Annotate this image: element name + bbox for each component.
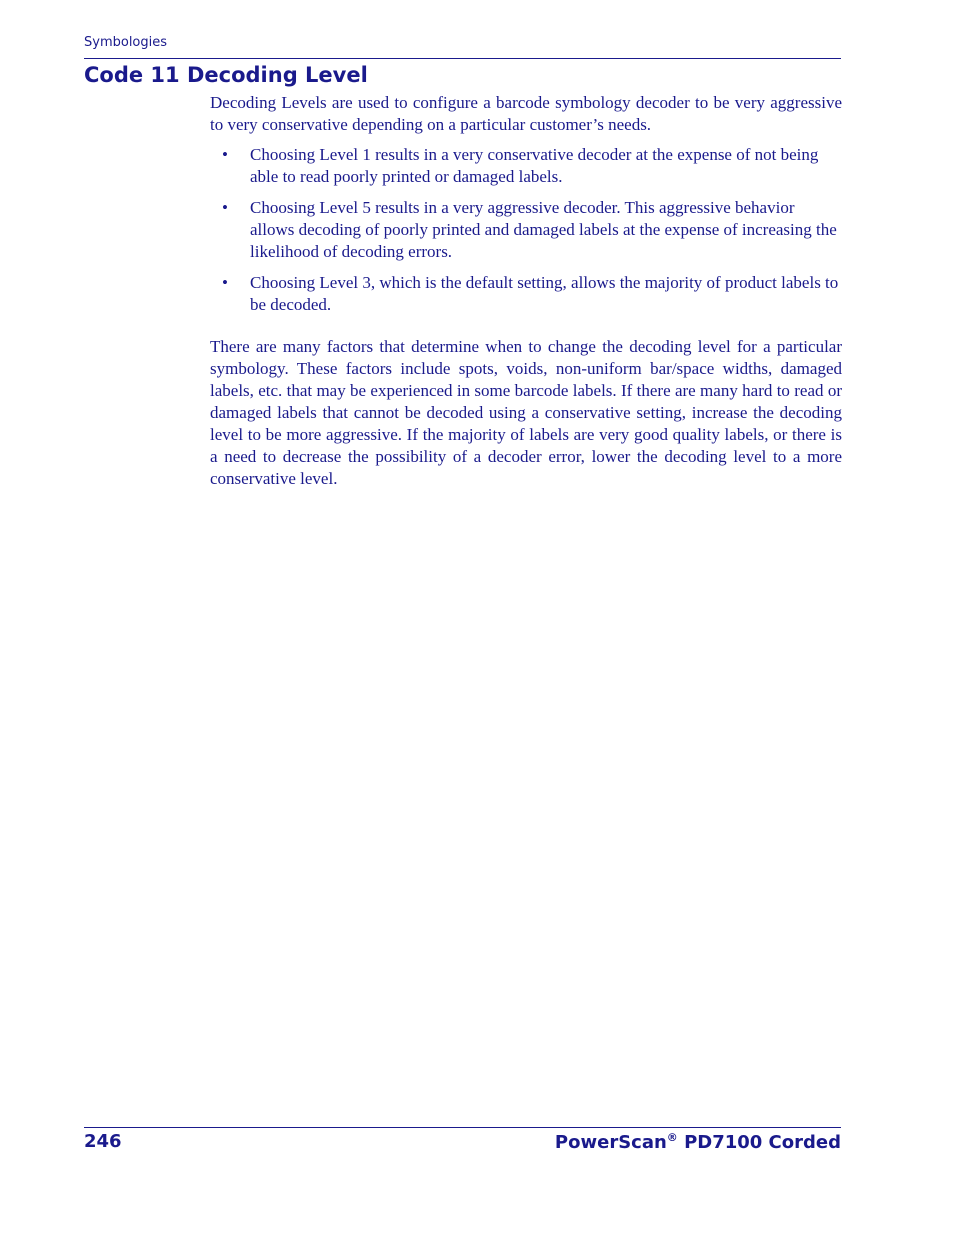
factors-paragraph: There are many factors that determine when to change the decoding level for a particular symbology. These factors include spots, voids, non-uniform bar/space widths, damaged labels, etc. that may be experienced in some barcode labels. If there are many hard to read or damaged labels that cannot be decoded using a conservative setting, increase the decoding level to be more aggressive. If the majority of labels are very good quality labels, or there is a need to decrease the possibility of a decoder error, lower the decoding level to a more conservative level. bbox=[210, 337, 842, 488]
page-title: Code 11 Decoding Level bbox=[84, 63, 368, 87]
bullet-text: Choosing Level 1 results in a very conservative decoder at the expense of not being able to read poorly printed or damaged labels. bbox=[250, 145, 819, 186]
bullet-icon: • bbox=[222, 198, 228, 217]
footer-rule bbox=[84, 1127, 841, 1128]
product-name: PowerScan bbox=[554, 1132, 667, 1153]
bullet-item bbox=[210, 144, 842, 188]
registered-mark: ® bbox=[666, 1131, 678, 1144]
bullet-item bbox=[210, 272, 842, 316]
bullet-icon: • bbox=[222, 273, 228, 292]
bullet-list bbox=[210, 144, 842, 316]
bullet-text: Choosing Level 3, which is the default setting, allows the majority of product labels to be decoded. bbox=[250, 273, 839, 314]
bullet-text: Choosing Level 5 results in a very aggressive decoder. This aggressive behavior allows decoding of poorly printed and damaged labels at the expense of increasing the likelihood of decoding errors. bbox=[250, 198, 837, 261]
header-rule bbox=[84, 58, 841, 59]
product-title bbox=[555, 1131, 841, 1153]
running-header: Symbologies bbox=[84, 35, 168, 50]
bullet-icon: • bbox=[222, 145, 228, 164]
body-content bbox=[210, 92, 842, 490]
intro-paragraph: Decoding Levels are used to configure a barcode symbology decoder to be very aggressive to very conservative depending on a particular customer’s needs. bbox=[210, 93, 842, 134]
page-number: 246 bbox=[84, 1131, 122, 1152]
bullet-item bbox=[210, 197, 842, 263]
product-model: PD7100 Corded bbox=[677, 1132, 841, 1153]
